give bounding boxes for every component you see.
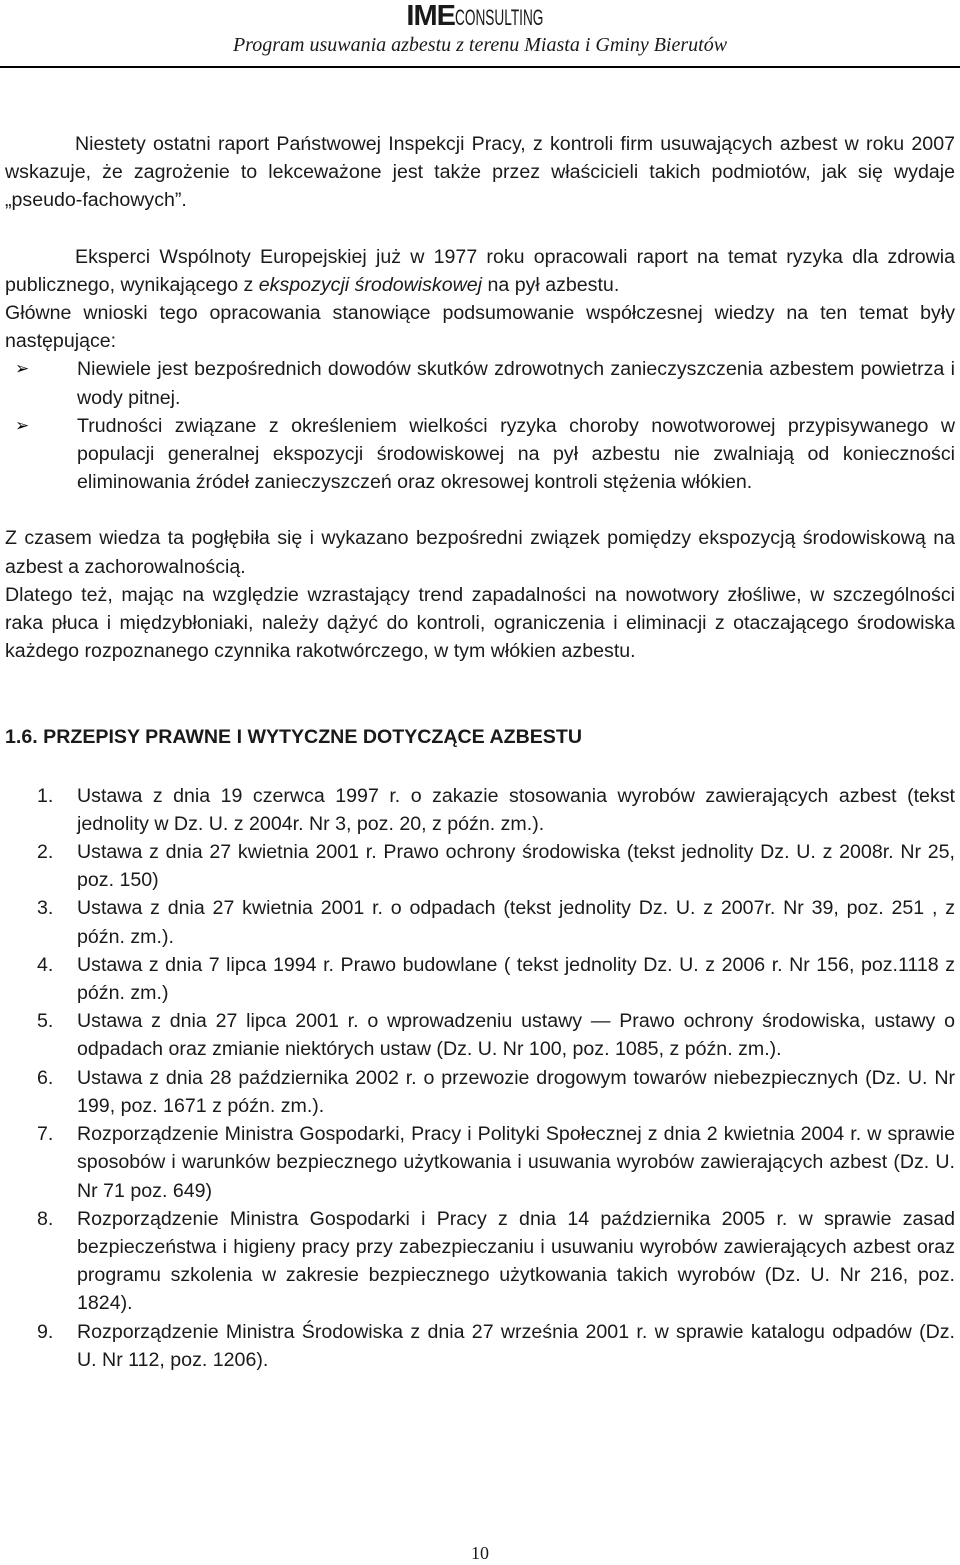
paragraph-eu-experts <box>5 243 955 299</box>
logo-consulting-text: CONSULTING <box>454 5 544 30</box>
document-body <box>5 130 955 1374</box>
logo-ime-text: IME <box>406 0 455 32</box>
list-item-text: Rozporządzenie Ministra Środowiska z dnia 27 września 2001 r. w sprawie katalogu odpadów (Dz. U. Nr 112, poz. 1206). <box>77 1320 955 1371</box>
spacer <box>5 496 955 524</box>
list-item-number: 9. <box>37 1320 54 1343</box>
list-item-text: Rozporządzenie Ministra Gospodarki, Pracy i Polityki Społecznej z dnia 2 kwietnia 2004 r. w sprawie sposobów i warunków bezpiecznego użytkowania i usuwania wyrobów zawierających azbest (Dz. U. Nr 71 poz. 649) <box>77 1123 955 1202</box>
list-item <box>5 1205 955 1318</box>
header-subtitle: Program usuwania azbestu z terenu Miasta i Gminy Bierutów <box>232 34 728 56</box>
paragraph-pip-report: Niestety ostatni raport Państwowej Inspekcji Pracy, z kontroli firm usuwających azbest w roku 2007 wskazuje, że zagrożenie to lekceważone jest także przez właścicieli takich podmiotów, jak się wydaje „pseudo-fachowych”. <box>5 133 955 212</box>
list-item <box>5 1120 955 1205</box>
legal-acts-list <box>5 782 955 1374</box>
paragraph-knowledge-deepened: Z czasem wiedza ta pogłębiła się i wykazano bezpośredni związek pomiędzy ekspozycją środowiskową na azbest a zachorowalnością. <box>5 527 955 578</box>
spacer <box>5 752 955 782</box>
list-item-number: 1. <box>37 784 54 807</box>
list-item-text: Trudności związane z określeniem wielkości ryzyka choroby nowotworowej przypisywanego w populacji generalnej ekspozycji środowiskowej na pył azbestu nie zwalniają od konieczności eliminowania źródeł zanieczyszczeń oraz okresowej kontroli stężenia włókien. <box>77 414 955 494</box>
list-item-text: Ustawa z dnia 27 kwietnia 2001 r. o odpadach (tekst jednolity Dz. U. z 2007r. Nr 39, poz. 251 , z późn. zm.). <box>77 897 955 948</box>
list-item-number: 6. <box>37 1066 54 1089</box>
list-item-text: Niewiele jest bezpośrednich dowodów skutków zdrowotnych zanieczyszczenia azbestem powietrza i wody pitnej. <box>77 358 955 409</box>
page-header <box>0 0 960 31</box>
arrowhead-bullet-icon: ➢ <box>15 359 30 379</box>
list-item-number: 7. <box>37 1123 54 1146</box>
header-divider <box>0 66 960 68</box>
arrowhead-bullet-icon: ➢ <box>15 415 30 435</box>
list-item-text: Ustawa z dnia 27 lipca 2001 r. o wprowadzeniu ustawy — Prawo ochrony środowiska, ustawy o odpadach oraz zmianie niektórych ustaw (Dz. U. Nr 100, poz. 1085, z późn. zm.). <box>77 1010 955 1061</box>
paragraph-eu-experts-tail: na pył azbestu. <box>482 273 620 296</box>
paragraph-therefore: Dlatego też, mając na względzie wzrastający trend zapadalności na nowotwory złośliwe, w szczególności raka płuca i międzybłoniaki, należy dążyć do kontroli, ograniczenia i eliminacji z otaczającego środowiska każdego rozpoznanego czynnika rakotwórczego, w tym włókien azbestu. <box>5 583 955 663</box>
list-item <box>5 951 955 1007</box>
list-item-number: 4. <box>37 953 54 976</box>
list-item-number: 3. <box>37 897 54 920</box>
list-item <box>5 838 955 894</box>
paragraph-eu-experts-text: Eksperci Wspólnoty Europejskiej już w 1977 roku opracowali raport na temat ryzyka dla zdrowia publicznego, wynikającego z <box>5 245 955 296</box>
list-item <box>5 782 955 838</box>
list-item-text: Ustawa z dnia 7 lipca 1994 r. Prawo budowlane ( tekst jednolity Dz. U. z 2006 r. Nr 156, poz.1118 z późn. zm.) <box>77 953 955 1005</box>
list-item-number: 8. <box>37 1207 54 1230</box>
list-item-text: Ustawa z dnia 28 października 2002 r. o przewozie drogowym towarów niebezpiecznych (Dz. U. Nr 199, poz. 1671 z późn. zm.). <box>77 1066 955 1117</box>
list-item-text: Ustawa z dnia 27 kwietnia 2001 r. Prawo ochrony środowiska (tekst jednolity Dz. U. z 2008r. Nr 25, poz. 150) <box>77 841 955 892</box>
section-heading: 1.6. PRZEPISY PRAWNE I WYTYCZNE DOTYCZĄCE AZBESTU <box>5 726 582 749</box>
spacer <box>5 665 955 723</box>
list-item-text: Rozporządzenie Ministra Gospodarki i Pracy z dnia 14 października 2005 r. w sprawie zasad bezpieczeństwa i higieny pracy przy zabezpieczaniu i usuwaniu wyrobów zawierających azbest oraz programu szkolenia w zakresie bezpiecznego użytkowania takich wyrobów (Dz. U. Nr 216, poz. 1824). <box>77 1207 955 1315</box>
list-item <box>5 1064 955 1120</box>
company-logo <box>0 0 960 31</box>
paragraph-main-conclusions: Główne wnioski tego opracowania stanowiące podsumowanie współczesnej wiedzy na ten temat były następujące: <box>5 302 955 353</box>
list-item <box>5 1318 955 1374</box>
list-item-number: 2. <box>37 841 54 864</box>
list-item <box>5 1007 955 1063</box>
spacer <box>5 215 955 243</box>
list-item-number: 5. <box>37 1010 54 1033</box>
list-item <box>5 894 955 950</box>
page-number: 10 <box>471 1543 489 1563</box>
conclusions-list <box>5 355 955 496</box>
list-item <box>5 355 955 411</box>
paragraph-eu-experts-emphasis: ekspozycji środowiskowej <box>258 273 483 296</box>
list-item-text: Ustawa z dnia 19 czerwca 1997 r. o zakazie stosowania wyrobów zawierających azbest (tekst jednolity w Dz. U. z 2004r. Nr 3, poz. 20, z późn. zm.). <box>77 784 955 835</box>
list-item <box>5 412 955 497</box>
